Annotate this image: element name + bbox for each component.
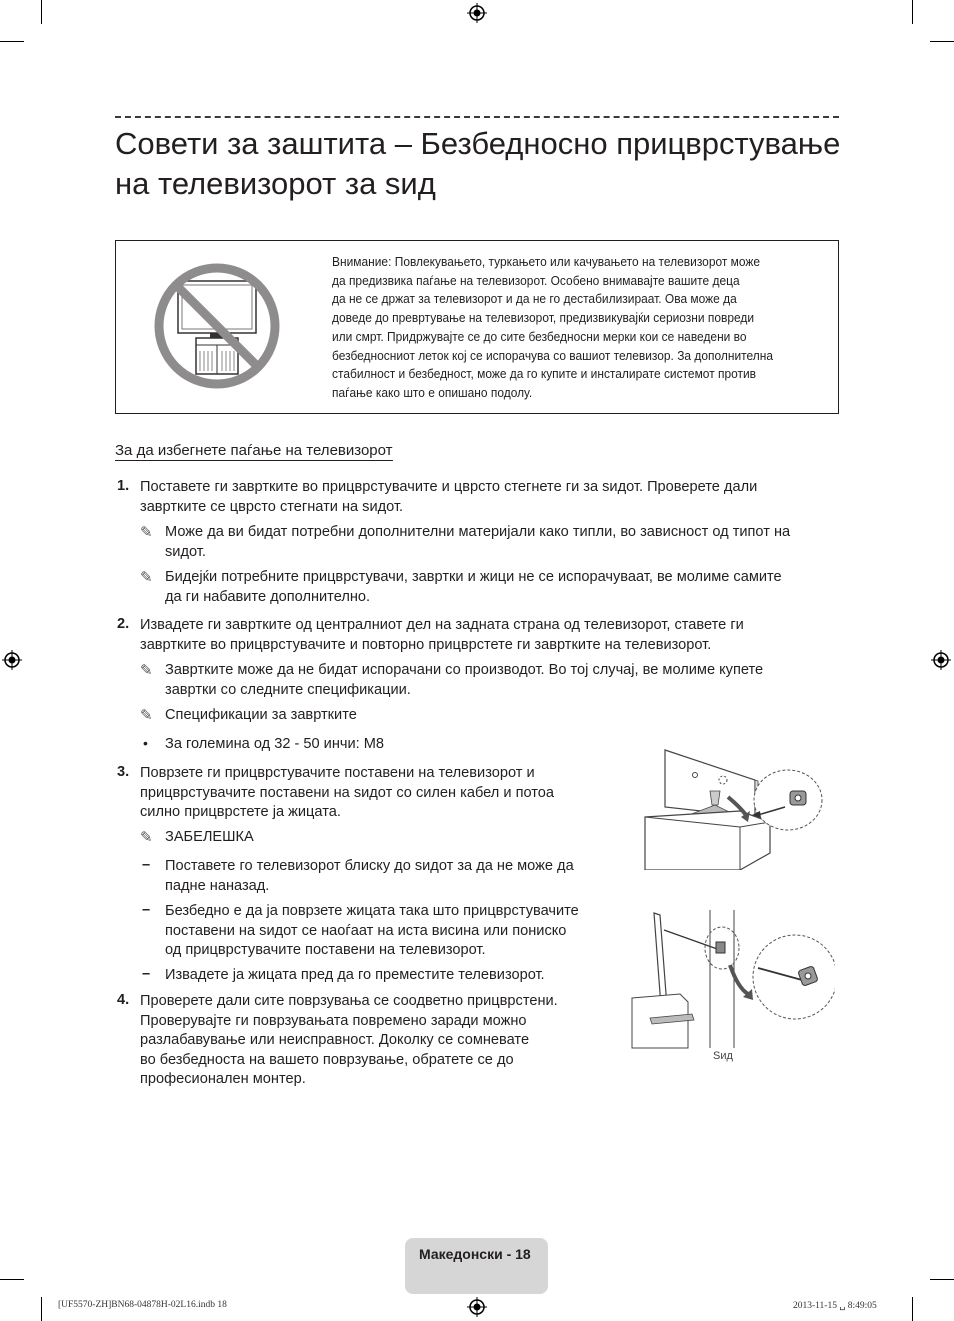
page-number: Македонски - 18 <box>419 1246 531 1262</box>
text-line: Поврзете ги прицврстувачите поставени на телевизорот и <box>140 765 535 781</box>
step-number: 3. <box>117 764 130 780</box>
page-title <box>115 124 855 204</box>
dash-text <box>165 857 574 896</box>
dash-icon: – <box>142 902 151 918</box>
step-text <box>140 992 558 1090</box>
warning-box <box>115 240 839 414</box>
text-line: да ги набавите дополнително. <box>165 588 371 605</box>
crop-mark <box>930 1279 954 1280</box>
step-text <box>140 478 757 517</box>
step-number: 1. <box>117 478 130 494</box>
text-line: Завртките може да не бидат испорачани со производот. Во тој случај, ве молиме купете <box>165 662 764 678</box>
page-number-tab <box>405 1238 548 1294</box>
text-line: завртки со следните спецификации. <box>165 681 411 698</box>
warning-text <box>332 253 829 403</box>
registration-mark-icon <box>467 3 487 23</box>
note-text <box>165 523 790 562</box>
warning-line: да предизвика паѓање на телевизорот. Особено внимавајте вашите деца <box>332 272 740 288</box>
section-heading: За да избегнете паѓање на телевизорот <box>115 442 393 459</box>
note-pencil-icon: ✎ <box>140 707 153 724</box>
text-line: Извадете ги завртките од централниот дел на задната страна од телевизорот, ставете ги <box>140 617 744 633</box>
step-text <box>140 764 554 823</box>
text-line: Може да ви бидат потребни дополнителни материјали како типли, во зависност од типот на <box>165 524 791 540</box>
note-pencil-icon: ✎ <box>140 829 153 846</box>
note-text: Спецификации за завртките <box>165 707 357 723</box>
text-line: Бидејќи потребните прицврстувачи, завртки и жици не се испорачуваат, ве молиме самите <box>165 569 782 585</box>
crop-mark <box>930 41 954 42</box>
step-number: 4. <box>117 992 130 1008</box>
dash-icon: – <box>142 857 151 873</box>
text-line: Безбедно е да ја поврзете жицата така што прицврстувачите <box>165 903 579 919</box>
warning-line: доведе до превртување на телевизорот, предизвикувајќи сериозни повреди <box>332 310 755 326</box>
text-line: силно прицврстете ја жицата. <box>140 804 341 820</box>
bullet-icon: • <box>143 735 148 751</box>
wall-label: Ѕид <box>713 1050 733 1062</box>
print-filename: [UF5570-ZH]BN68-04878H-02L16.indb 18 <box>58 1300 227 1310</box>
registration-mark-icon <box>2 650 22 670</box>
dash-icon: – <box>142 966 151 982</box>
text-line: од прицврстувачите поставени на телевизорот. <box>165 942 486 958</box>
crop-mark <box>912 1297 913 1321</box>
note-pencil-icon: ✎ <box>140 662 153 679</box>
text-line: завртките се цврсто стегнати на ѕидот. <box>140 498 404 515</box>
text-line: прицврстувачите поставени на ѕидот со силен кабел и потоа <box>140 784 555 801</box>
note-text <box>165 661 763 700</box>
title-line: Совети за заштита – Безбедносно прицврстување <box>115 126 841 161</box>
warning-line: да не се држат за телевизорот и да не го дестабилизираат. Ова може да <box>332 291 737 307</box>
bullet-text: За големина од 32 - 50 инчи: M8 <box>165 736 385 752</box>
wall-clamp-illustration <box>630 910 835 1050</box>
warning-line: или смрт. Придржувајте се до сите безбедносни мерки кои се наведени во <box>332 328 747 344</box>
note-pencil-icon: ✎ <box>140 524 153 541</box>
crop-mark <box>0 1279 24 1280</box>
note-text <box>165 568 782 607</box>
text-line: Поставете го телевизорот блиску до ѕидот за да не може да <box>165 858 574 874</box>
text-line: Проверете дали сите поврзувања се соодветно прицврстени. <box>140 993 558 1009</box>
text-line: во безбедноста на вашето поврзување, обратете се до <box>140 1051 514 1068</box>
warning-line: паѓање како што е опишано подолу. <box>332 384 533 400</box>
title-line: на телевизорот за ѕид <box>115 166 436 201</box>
dash-text: Извадете ја жицата пред да го преместите телевизорот. <box>165 967 545 983</box>
text-line: ѕидот. <box>165 543 206 560</box>
text-line: Поставете ги завртките во прицврстувачите и цврсто стегнете ги за ѕидот. Проверете дали <box>140 479 758 495</box>
step-text <box>140 616 744 655</box>
text-line: поставени на ѕидот се наоѓаат на иста висина или пониско <box>165 922 567 939</box>
print-timestamp: 2013-11-15 ␣ 8:49:05 <box>793 1301 877 1311</box>
warning-line: безбедносниот леток кој се испорачува со вашиот телевизор. За дополнителна <box>332 347 773 363</box>
note-pencil-icon: ✎ <box>140 569 153 586</box>
text-line: Проверувајте ги поврзувањата повремено заради можно <box>140 1012 527 1029</box>
no-tv-on-cabinet-icon <box>152 261 282 391</box>
text-line: професионален монтер. <box>140 1071 306 1087</box>
crop-mark <box>0 41 24 42</box>
text-line: разлабавување или неисправност. Доколку се сомневате <box>140 1032 530 1048</box>
dash-text <box>165 902 579 961</box>
step-number: 2. <box>117 616 130 632</box>
registration-mark-icon <box>467 1297 487 1317</box>
title-dashed-rule <box>115 116 839 118</box>
tv-clamp-illustration <box>640 745 830 870</box>
text-line: падне наназад. <box>165 877 270 894</box>
warning-line: стабилност и безбедност, може да го купите и инсталирате системот против <box>332 366 757 382</box>
crop-mark <box>912 0 913 24</box>
registration-mark-icon <box>931 650 951 670</box>
warning-line: Внимание: Повлекувањето, туркањето или качувањето на телевизорот може <box>332 254 761 269</box>
crop-mark <box>41 0 42 24</box>
crop-mark <box>41 1297 42 1321</box>
text-line: завртките во прицврстувачите и повторно прицврстете ги завртките на телевизорот. <box>140 636 712 653</box>
note-label: ЗАБЕЛЕШКА <box>165 829 254 845</box>
